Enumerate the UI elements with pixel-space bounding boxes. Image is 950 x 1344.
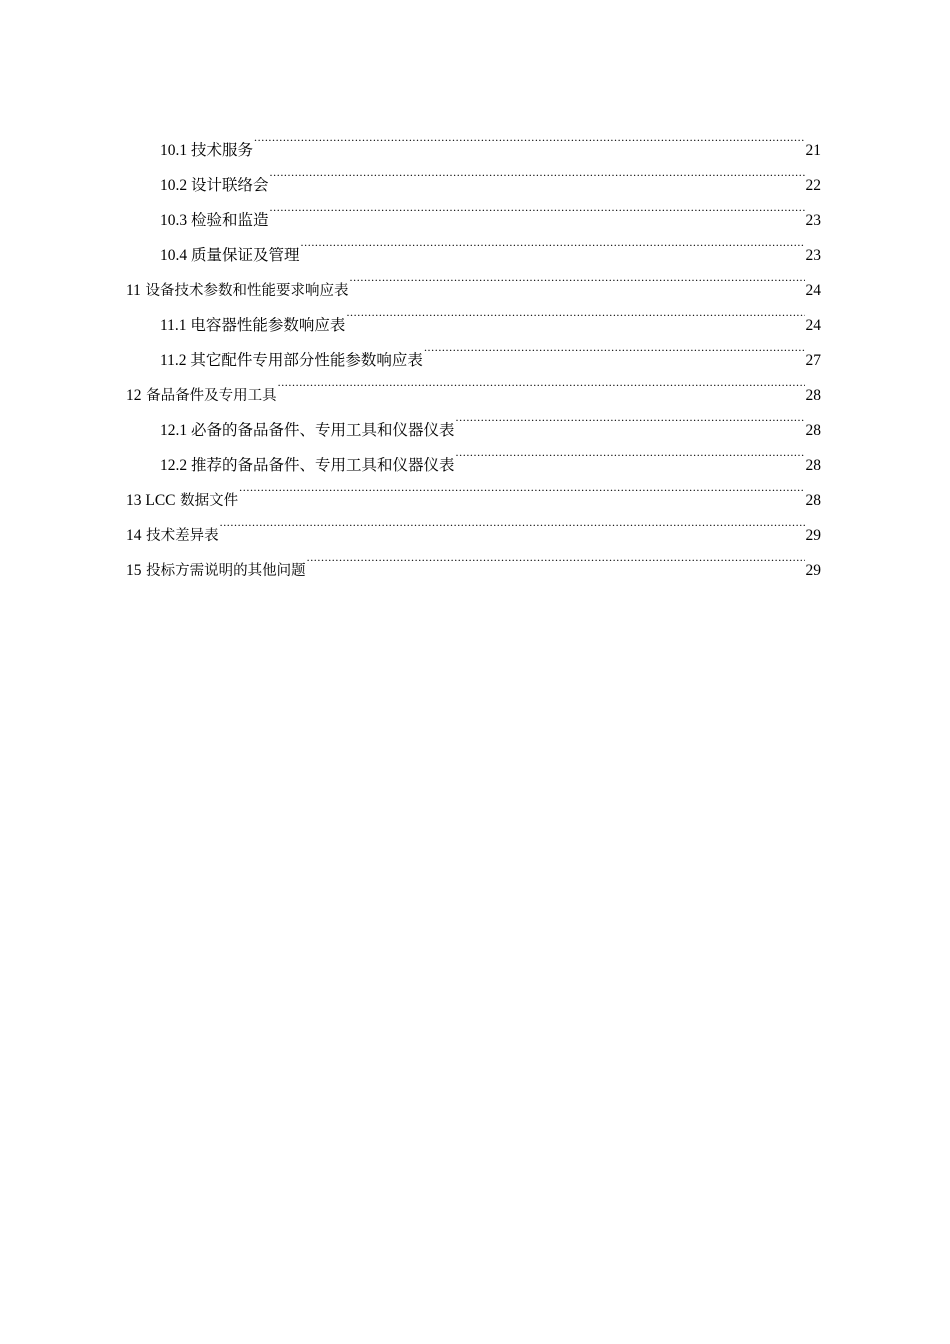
toc-entry-number: 12 [126, 387, 142, 404]
toc-page-number: 23 [805, 212, 821, 229]
toc-page-number: 23 [805, 247, 821, 264]
toc-leader-dots [270, 190, 805, 225]
toc-page-number: 29 [805, 527, 821, 544]
toc-page-number: 28 [805, 457, 821, 474]
toc-leader-dots [456, 435, 805, 470]
toc-leader-dots [346, 295, 804, 330]
toc-page-number: 24 [805, 317, 821, 334]
toc-leader-dots [278, 365, 805, 400]
toc-leader-dots [456, 400, 805, 435]
toc-entry-number: 14 [126, 527, 142, 544]
toc-leader-dots [220, 505, 805, 540]
toc-leader-dots [254, 120, 804, 155]
toc-page-number: 21 [805, 142, 821, 159]
toc-entry-title[interactable]: 11.2 其它配件专用部分性能参数响应表 [160, 352, 423, 369]
toc-page-number: 28 [805, 492, 821, 509]
toc-leader-dots [239, 470, 804, 505]
toc-leader-dots [270, 155, 805, 190]
toc-entry-title[interactable]: 10.1 技术服务 [160, 142, 254, 159]
toc-leader-dots [301, 225, 805, 260]
table-of-contents [126, 120, 821, 579]
toc-page-number: 29 [805, 562, 821, 579]
toc-leader-dots [424, 330, 805, 365]
toc-page-number: 28 [805, 387, 821, 404]
toc-entry-number: 11 [126, 282, 141, 299]
toc-entry-title[interactable]: 10.2 设计联络会 [160, 177, 269, 194]
toc-leader-dots [350, 260, 805, 295]
toc-entry-number: 13 LCC [126, 492, 176, 509]
toc-entry-title[interactable] [126, 273, 349, 309]
toc-entry-text: 设备技术参数和性能要求响应表 [145, 283, 349, 299]
toc-entry[interactable] [126, 505, 821, 544]
toc-entry-title[interactable] [126, 378, 277, 414]
toc-entry-title[interactable]: 12.1 必备的备品备件、专用工具和仪器仪表 [160, 422, 455, 439]
toc-page-number: 24 [805, 282, 821, 299]
toc-entry-text: 数据文件 [180, 493, 239, 509]
toc-page-number: 22 [805, 177, 821, 194]
toc-entry-title[interactable] [126, 518, 219, 554]
toc-page-number: 27 [805, 352, 821, 369]
toc-entry-text: 备品备件及专用工具 [146, 388, 277, 404]
toc-entry-title[interactable]: 10.3 检验和监造 [160, 212, 269, 229]
toc-page-number: 28 [805, 422, 821, 439]
toc-entry-title[interactable]: 10.4 质量保证及管理 [160, 247, 300, 264]
toc-entry-title[interactable]: 12.2 推荐的备品备件、专用工具和仪器仪表 [160, 457, 455, 474]
toc-entry[interactable] [126, 120, 821, 159]
toc-entry-title[interactable] [126, 553, 306, 589]
toc-entry-text: 投标方需说明的其他问题 [146, 563, 306, 579]
toc-entry-number: 15 [126, 562, 142, 579]
toc-entry[interactable] [126, 540, 821, 579]
toc-entry-title[interactable]: 11.1 电容器性能参数响应表 [160, 317, 346, 334]
toc-leader-dots [307, 540, 805, 575]
toc-entry-text: 技术差异表 [146, 528, 219, 544]
